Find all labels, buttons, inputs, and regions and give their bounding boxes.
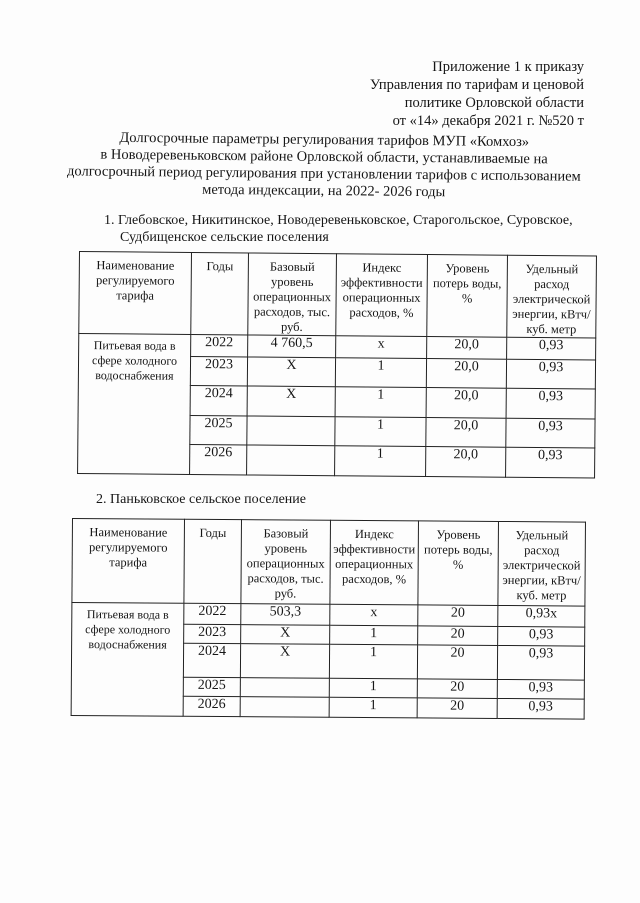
parameters-table — [77, 251, 597, 479]
table-row — [79, 334, 596, 361]
water-loss-cell: 20,0 — [426, 418, 506, 448]
document-title — [64, 129, 585, 202]
annex-line: Управления по тарифам и ценовой — [369, 77, 584, 93]
energy-use-cell: 0,93 — [497, 698, 584, 719]
water-loss-cell: 20 — [418, 626, 498, 646]
energy-use-cell: 0,93 — [506, 418, 595, 448]
col-header-tariff: Наименование регулируемого тарифа — [72, 519, 185, 604]
water-loss-cell: 20,0 — [426, 447, 506, 478]
energy-use-cell: 0,93 — [498, 626, 585, 646]
efficiency-index-cell: 1 — [329, 644, 417, 679]
year-cell: 2024 — [190, 385, 247, 415]
section-heading-line: 2. Паньковское сельское поселение — [96, 492, 307, 507]
col-header-water-loss: Уровень потерь воды, % — [427, 255, 508, 338]
energy-use-cell: 0,93 — [497, 679, 584, 699]
year-cell: 2023 — [184, 624, 241, 643]
water-loss-cell: 20,0 — [427, 337, 507, 360]
efficiency-index-cell: 1 — [335, 417, 426, 447]
year-cell: 2022 — [191, 334, 248, 356]
base-level-cell: Х — [247, 386, 335, 417]
energy-use-cell: 0,93 — [506, 359, 595, 389]
energy-use-cell: 0,93 — [506, 388, 595, 419]
base-level-cell — [247, 445, 335, 476]
year-cell: 2025 — [190, 415, 247, 444]
col-header-base-level: Базовый уровень операционных расходов, тыс. руб. — [248, 253, 337, 336]
col-header-energy-use: Удельный расход электрической энергии, кВтч/куб. метр — [507, 255, 597, 338]
title-line: долгосрочный период регулирования при установлении тарифов с использованием — [67, 163, 581, 185]
efficiency-index-cell: 1 — [329, 678, 417, 698]
base-level-cell: Х — [241, 625, 330, 645]
col-header-tariff: Наименование регулируемого тарифа — [79, 252, 192, 335]
water-loss-cell: 20 — [417, 698, 497, 719]
efficiency-index-cell: 1 — [335, 387, 426, 418]
table-row — [72, 603, 585, 628]
annex-line: от «14» декабря 2021 г. №520 т — [392, 113, 584, 129]
efficiency-index-cell: 1 — [335, 446, 426, 477]
water-loss-cell: 20,0 — [426, 359, 506, 389]
parameters-table — [71, 518, 586, 720]
energy-use-cell: 0,93 — [507, 337, 596, 360]
annex-header — [324, 58, 584, 130]
water-loss-cell: 20 — [417, 645, 497, 680]
col-header-energy-use: Удельный расход электрической энергии, кВтч/куб. метр — [498, 521, 586, 606]
section-heading-line: 1. Глебовское, Никитинское, Новодеревеньковское, Старогольское, Суровское, — [104, 213, 573, 228]
title-line: Долгосрочные параметры регулирования тарифов МУП «Комхоз» — [119, 129, 530, 151]
year-cell: 2022 — [184, 603, 241, 624]
efficiency-index-cell: х — [330, 604, 418, 626]
energy-use-cell: 0,93 — [506, 447, 595, 478]
table-header-row — [72, 519, 586, 607]
efficiency-index-cell: 1 — [330, 625, 418, 645]
efficiency-index-cell: х — [336, 336, 427, 359]
annex-line: политике Орловской области — [404, 95, 584, 111]
year-cell: 2024 — [183, 643, 240, 677]
section-heading — [96, 491, 496, 508]
section-heading — [104, 212, 574, 246]
base-level-cell — [240, 678, 329, 698]
efficiency-index-cell: 1 — [335, 358, 426, 388]
efficiency-index-cell: 1 — [329, 697, 417, 718]
water-loss-cell: 20,0 — [426, 388, 506, 419]
energy-use-cell: 0,93 — [497, 645, 584, 680]
base-level-cell — [240, 697, 329, 718]
col-header-efficiency-index: Индекс эффективности операционных расходов, % — [336, 254, 428, 337]
energy-use-cell: 0,93х — [498, 605, 585, 627]
base-level-cell: 4 760,5 — [248, 335, 336, 358]
annex-line: Приложение 1 к приказу — [432, 59, 584, 75]
tariff-name-cell: Питьевая вода в сфере холодного водоснабжения — [78, 334, 191, 475]
section-heading-line: Судбищенское сельские поселения — [120, 230, 329, 245]
water-loss-cell: 20 — [418, 605, 498, 627]
year-cell: 2026 — [190, 444, 247, 474]
col-header-base-level: Базовый уровень операционных расходов, тыс. руб. — [241, 520, 331, 605]
col-header-water-loss: Уровень потерь воды, % — [418, 521, 499, 606]
tariff-name-cell: Питьевая вода в сфере холодного водоснабжения — [71, 603, 184, 717]
table-header-row — [79, 252, 597, 339]
title-line: метода индексации, на 2022- 2026 годы — [202, 181, 446, 201]
col-header-efficiency-index: Индекс эффективности операционных расходов, % — [330, 520, 419, 605]
col-header-years: Годы — [191, 252, 249, 334]
year-cell: 2023 — [190, 356, 247, 385]
water-loss-cell: 20 — [417, 679, 497, 699]
col-header-years: Годы — [184, 519, 242, 603]
base-level-cell: Х — [247, 357, 335, 387]
base-level-cell: 503,3 — [241, 604, 330, 626]
base-level-cell: Х — [240, 644, 329, 679]
year-cell: 2026 — [183, 696, 240, 716]
title-line: в Новодеревеньковском районе Орловской области, устанавливаемые на — [100, 146, 548, 168]
base-level-cell — [247, 416, 335, 446]
year-cell: 2025 — [183, 677, 240, 696]
